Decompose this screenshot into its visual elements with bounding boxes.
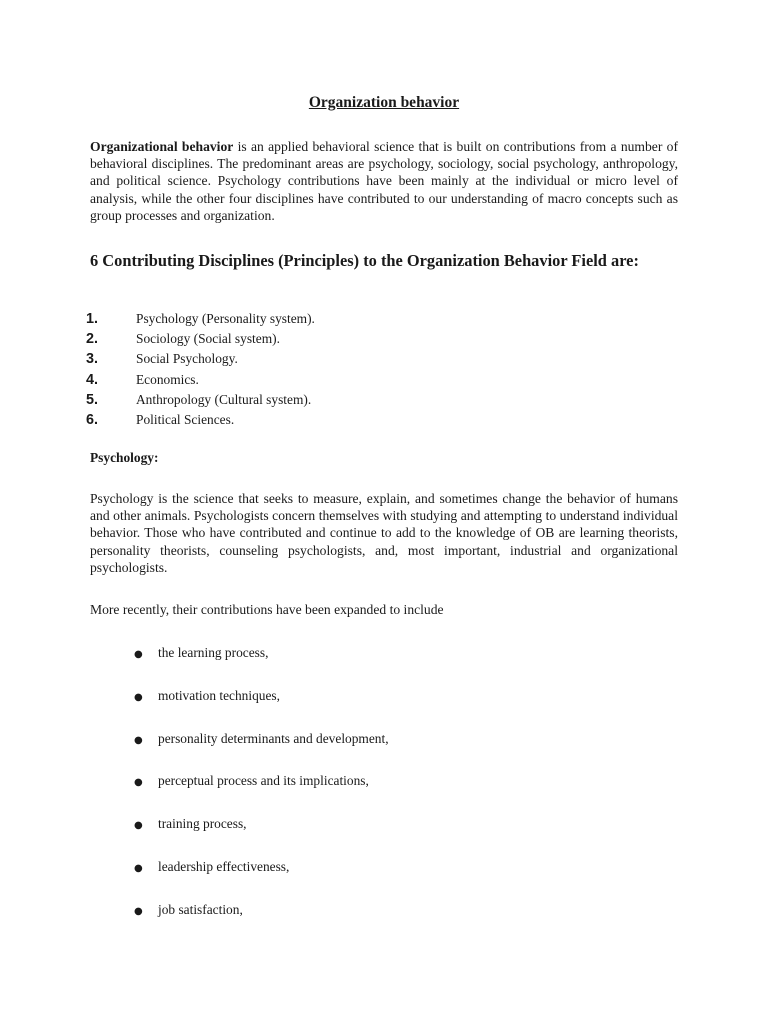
list-item [86, 311, 315, 331]
list-item [86, 351, 315, 371]
bullet-icon: ● [134, 862, 143, 874]
list-item-text: Anthropology (Cultural system). [136, 391, 312, 407]
list-item-text: Economics. [136, 371, 199, 387]
bullet-icon: ● [134, 649, 143, 660]
list-item-text: Social Psychology. [136, 351, 238, 367]
list-item [86, 372, 315, 392]
intro-paragraph [90, 138, 678, 224]
list-item [86, 392, 315, 412]
bullet-text: the learning process, [158, 645, 269, 660]
list-number: 1. [86, 311, 99, 327]
contributions-list [134, 645, 389, 945]
list-number: 2. [86, 331, 99, 348]
list-number: 6. [86, 411, 99, 428]
bullet-item [134, 645, 389, 688]
section-heading: 6 Contributing Disciplines (Principles) to the Organization Behavior Field are: [90, 251, 639, 270]
bullet-item [134, 688, 389, 731]
bullet-text: training process, [158, 816, 247, 832]
bullet-text: motivation techniques, [158, 687, 280, 703]
bullet-icon: ● [134, 734, 143, 746]
list-number: 4. [86, 371, 99, 388]
bullet-item [134, 859, 389, 902]
bullet-text: perceptual process and its implications, [158, 773, 369, 789]
bullet-item [134, 816, 389, 859]
list-number: 3. [86, 351, 99, 368]
list-number: 5. [86, 391, 99, 408]
psychology-subheading: Psychology: [90, 450, 159, 465]
bullet-icon: ● [134, 777, 143, 789]
list-item [86, 412, 315, 432]
list-item [86, 331, 315, 351]
bullet-text: personality determinants and development, [158, 730, 389, 746]
list-item-text: Psychology (Personality system). [136, 311, 315, 326]
bullet-icon: ● [134, 820, 143, 832]
bullet-item [134, 902, 389, 945]
bullet-icon: ● [134, 905, 143, 917]
bullet-icon: ● [134, 691, 143, 703]
list-item-text: Political Sciences. [136, 411, 235, 427]
bullet-text: leadership effectiveness, [158, 858, 290, 874]
intro-text: is an applied behavioral science that is built on contributions from a number of behavioral disciplines. The predominant areas are psychology, sociology, social psychology, anthropology, and political science. Psychology contributions have been mainly at the individual or micro level of analysis, while the other four disciplines have contributed to our understanding of macro concepts such as group processes and organization. [90, 139, 678, 223]
bullet-item [134, 773, 389, 816]
psychology-paragraph: Psychology is the science that seeks to measure, explain, and sometimes change the behavior of humans and other animals. Psychologists concern themselves with studying and attempting to understand individual behavior. Those who have contributed and continue to add to the knowledge of OB are learning theorists, personality theorists, counseling psychologists, and, most important, industrial and organizational psychologists. [90, 491, 678, 575]
list-item-text: Sociology (Social system). [136, 331, 280, 347]
bullet-text: job satisfaction, [158, 901, 243, 917]
disciplines-list [86, 311, 315, 432]
intro-bold-lead: Organizational behavior [90, 139, 234, 154]
contributions-intro: More recently, their contributions have been expanded to include [90, 602, 444, 617]
bullet-item [134, 731, 389, 774]
document-title: Organization behavior [308, 94, 460, 111]
